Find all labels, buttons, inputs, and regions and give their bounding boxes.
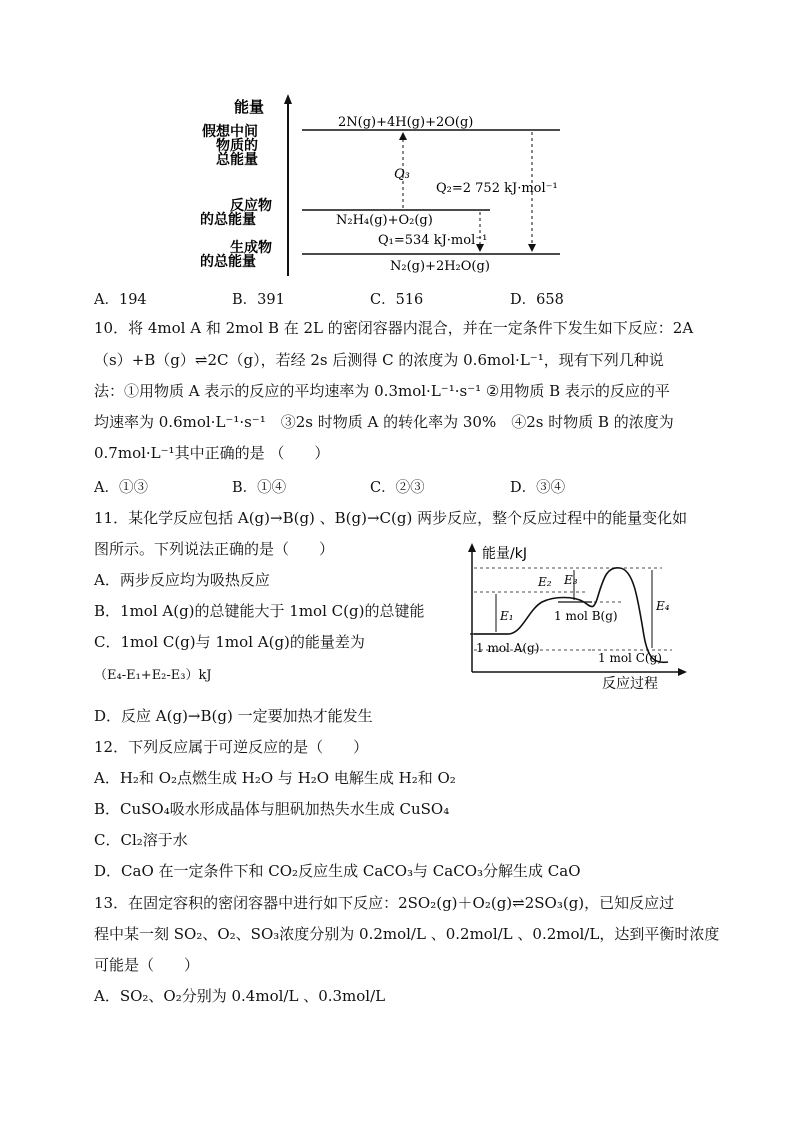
- q12-option-b: B．CuSO₄吸水形成晶体与胆矾加热失水生成 CuSO₄: [94, 800, 450, 818]
- q1-label: Q₁=534 kJ·mol⁻¹: [378, 233, 488, 248]
- energy-level-diagram: [190, 92, 610, 282]
- level-top-label-1: 假想中间: [202, 124, 258, 140]
- q2-label: Q₂=2 752 kJ·mol⁻¹: [436, 181, 558, 196]
- e4-label: E₄: [656, 599, 670, 613]
- q10-line-4: 均速率为 0.6mol·L⁻¹·s⁻¹ ③2s 时物质 A 的转化率为 30% ④2s 时物质 B 的浓度为: [94, 413, 674, 431]
- low-species: N₂(g)+2H₂O(g): [390, 259, 490, 274]
- q9-option-a: A．194: [94, 292, 147, 308]
- q11-line-2: 图所示。下列说法正确的是（ ）: [94, 540, 335, 558]
- q11-energy-profile: [462, 540, 692, 692]
- q11-line-1: 11．某化学反应包括 A(g)→B(g) 、B(g)→C(g) 两步反应，整个反应过程中的能量变化如: [94, 509, 688, 527]
- q10-option-a: A．①③: [94, 480, 148, 496]
- q11-option-d: D．反应 A(g)→B(g) 一定要加热才能发生: [94, 707, 373, 725]
- q3-arrowhead: [399, 132, 407, 140]
- q11-option-c-formula: （E₄-E₁+E₂-E₃）kJ: [94, 668, 212, 683]
- top-species: 2N(g)+4H(g)+2O(g): [338, 115, 474, 130]
- level-top-label-3: 总能量: [216, 152, 258, 168]
- q3-label: Q₃: [394, 167, 410, 182]
- q12-option-c: C．Cl₂溶于水: [94, 831, 188, 849]
- y-axis-label: 能量/kJ: [482, 546, 527, 562]
- q12-line-1: 12．下列反应属于可逆反应的是（ ）: [94, 738, 369, 756]
- q10-line-2: （s）+B（g）⇌2C（g），若经 2s 后测得 C 的浓度为 0.6mol·L⁻¹，现有下列几种说: [94, 351, 664, 369]
- q13-line-3: 可能是（ ）: [94, 956, 200, 974]
- q10-line-5: 0.7mol·L⁻¹其中正确的是 （ ）: [94, 444, 330, 462]
- q9-option-d: D．658: [510, 292, 564, 308]
- energy-axis-arrow: [284, 94, 292, 104]
- e1-label: E₁: [500, 609, 514, 623]
- q10-option-d: D．③④: [510, 480, 566, 496]
- mid-species: N₂H₄(g)+O₂(g): [336, 213, 433, 228]
- level-low-label-2: 的总能量: [200, 254, 256, 270]
- e2-label: E₂: [538, 575, 552, 589]
- q12-option-a: A．H₂和 O₂点燃生成 H₂O 与 H₂O 电解生成 H₂和 O₂: [94, 769, 456, 787]
- level-mid-label-1: 反应物: [230, 198, 272, 214]
- q10-line-3: 法：①用物质 A 表示的反应的平均速率为 0.3mol·L⁻¹·s⁻¹ ②用物质 B 表示的反应的平: [94, 382, 670, 400]
- axis-label: 能量: [234, 98, 265, 116]
- level-mid-label-2: 的总能量: [200, 212, 256, 228]
- level-low-label-1: 生成物: [230, 240, 272, 256]
- q13-line-1: 13．在固定容积的密闭容器中进行如下反应：2SO₂(g)＋O₂(g)⇌2SO₃(g)，已知反应过: [94, 894, 675, 912]
- q10-option-c: C．②③: [370, 480, 425, 496]
- q9-option-b: B．391: [232, 292, 285, 308]
- q10-option-b: B．①④: [232, 480, 287, 496]
- x-axis-arrow: [678, 668, 687, 676]
- q11-option-a: A．两步反应均为吸热反应: [94, 571, 270, 589]
- q11-option-b: B．1mol A(g)的总键能大于 1mol C(g)的总键能: [94, 602, 425, 620]
- b-label: 1 mol B(g): [554, 609, 618, 623]
- x-axis-label: 反应过程: [602, 676, 658, 692]
- q9-option-c: C．516: [370, 292, 424, 308]
- e3-label: E₃: [564, 573, 578, 587]
- a-label: 1 mol A(g): [476, 641, 540, 655]
- q13-option-a: A．SO₂、O₂分别为 0.4mol/L 、0.3mol/L: [94, 987, 386, 1005]
- q13-line-2: 程中某一刻 SO₂、O₂、SO₃浓度分别为 0.2mol/L 、0.2mol/L 、0.2mol/L，达到平衡时浓度: [94, 925, 720, 943]
- q2-arrowhead: [528, 244, 536, 252]
- c-label: 1 mol C(g): [598, 651, 662, 665]
- q11-option-c: C．1mol C(g)与 1mol A(g)的能量差为: [94, 633, 365, 651]
- level-top-label-2: 物质的: [216, 138, 258, 154]
- q12-option-d: D．CaO 在一定条件下和 CO₂反应生成 CaCO₃与 CaCO₃分解生成 CaO: [94, 862, 581, 880]
- y-axis-arrow: [468, 543, 476, 552]
- q10-line-1: 10．将 4mol A 和 2mol B 在 2L 的密闭容器内混合，并在一定条件下发生如下反应：2A: [94, 319, 694, 337]
